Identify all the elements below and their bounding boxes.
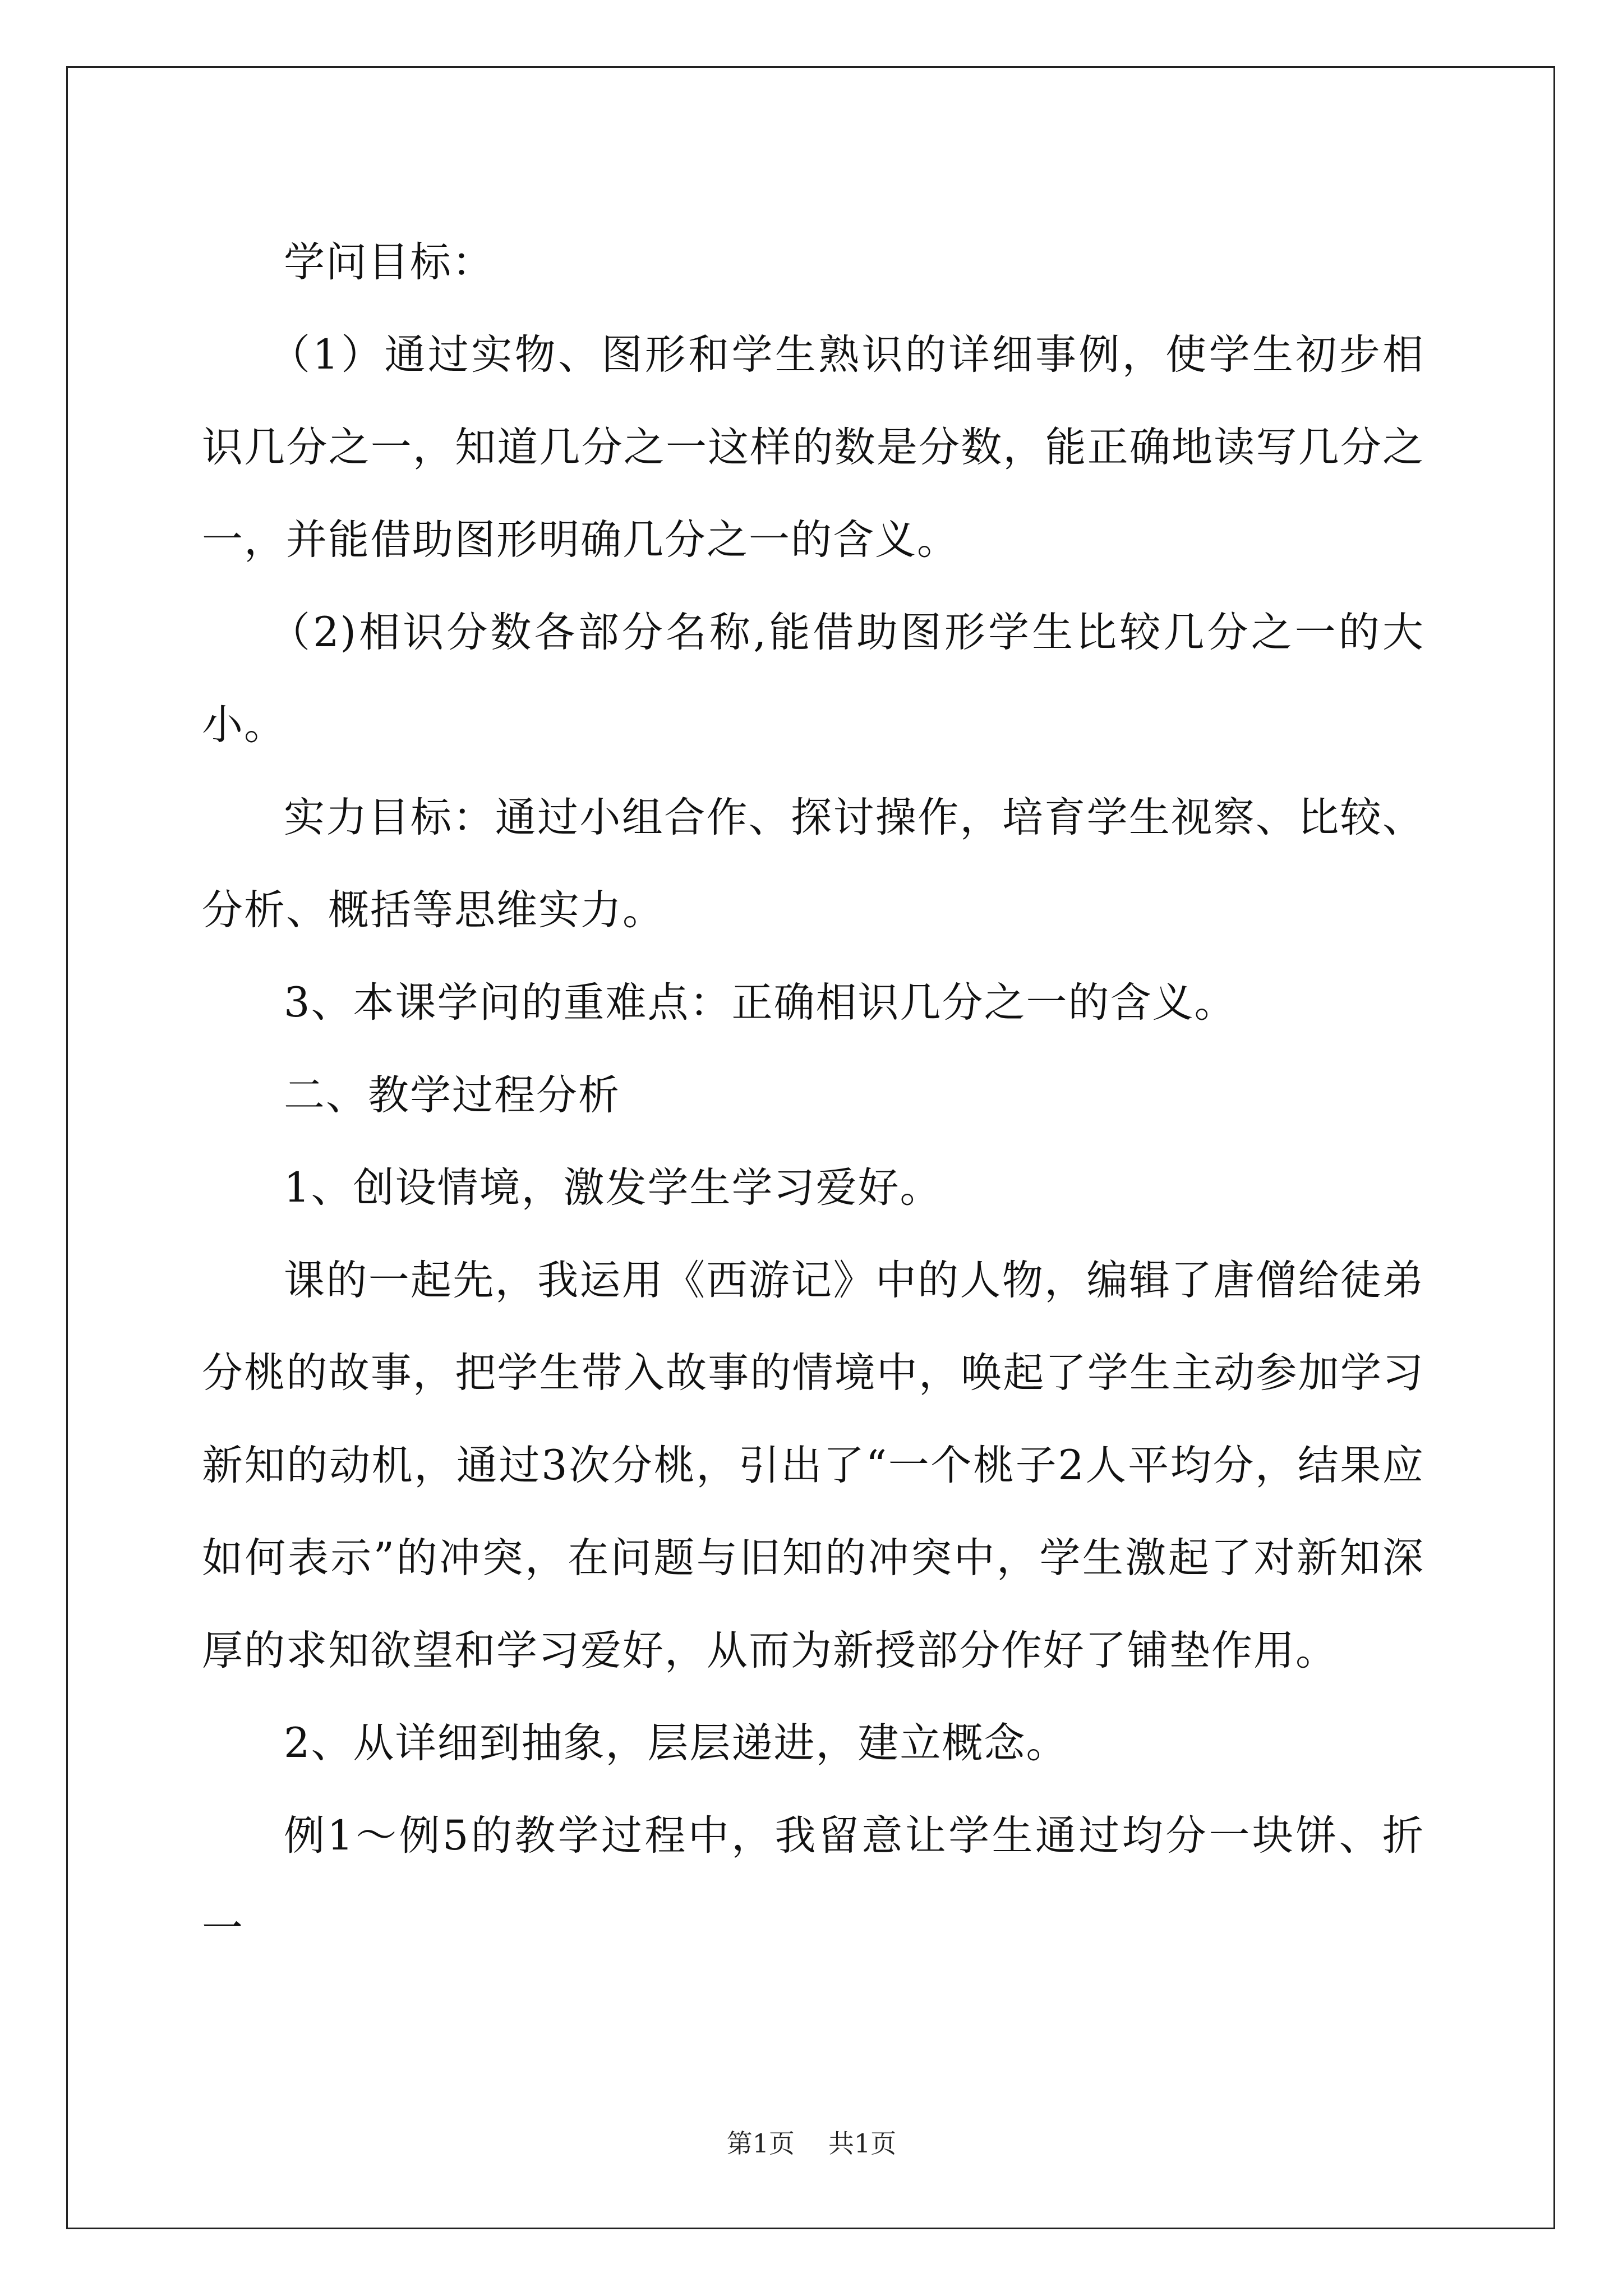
paragraph-knowledge-goal-heading: 学问目标： [284, 238, 494, 286]
paragraph-goal-2: （2)相识分数各部分名称,能借助图形学生比较几分之一的大小。 [202, 609, 1424, 749]
document-body [202, 216, 1424, 1975]
page-number: 第1页 [726, 2128, 795, 2159]
paragraph-key-points: 3、本课学问的重难点：正确相识几分之一的含义。 [284, 979, 1237, 1027]
paragraph-step-1: 1、创设情境，激发学生学习爱好。 [284, 1164, 942, 1212]
paragraph-step-2: 2、从详细到抽象，层层递进，建立概念。 [284, 1719, 1068, 1767]
paragraph-section-heading: 二、教学过程分析 [284, 1071, 620, 1119]
paragraph-examples: 例1～例5的教学过程中，我留意让学生通过均分一块饼、折一 [202, 1812, 1424, 1952]
paragraph-goal-1: （1）通过实物、图形和学生熟识的详细事例，使学生初步相识几分之一，知道几分之一这样的数是分数，能正确地读写几分之一，并能借助图形明确几分之一的含义。 [202, 331, 1424, 564]
page-total: 共1页 [828, 2128, 897, 2159]
paragraph-ability-goal: 实力目标：通过小组合作、探讨操作，培育学生视察、比较、分析、概括等思维实力。 [202, 794, 1424, 934]
paragraph-story: 课的一起先，我运用《西游记》中的人物，编辑了唐僧给徒弟分桃的故事，把学生带入故事的情境中，唤起了学生主动参加学习新知的动机，通过3次分桃，引出了“一个桃子2人平均分，结果应如何表示”的冲突，在问题与旧知的冲突中，学生激起了对新知深厚的求知欲望和学习爱好，从而为新授部分作好了铺垫作用。 [202, 1257, 1424, 1674]
page-footer [0, 2123, 1623, 2160]
